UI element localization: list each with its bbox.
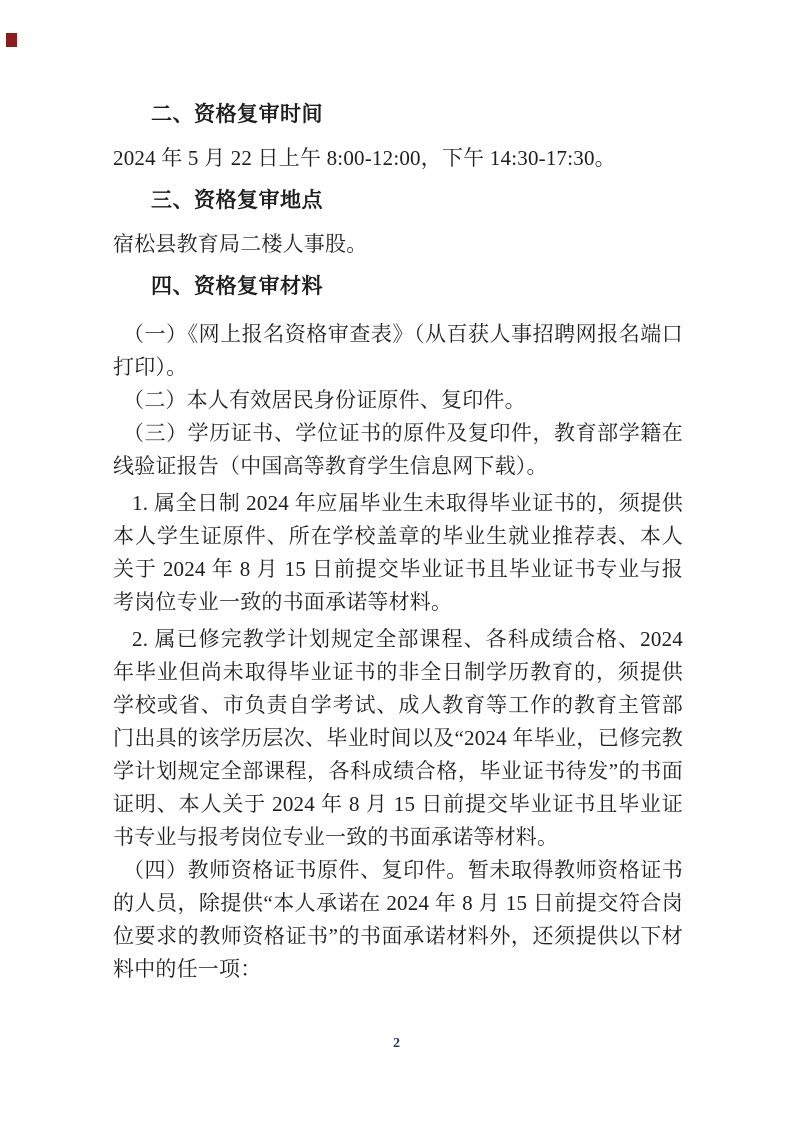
corner-mark xyxy=(6,33,17,47)
material-item-2: （二）本人有效居民身份证原件、复印件。 xyxy=(123,388,526,412)
material-item-3-sub-1: 1. 属全日制 2024 年应届毕业生未取得毕业证书的，须提供本人学生证原件、所在学校盖章的毕业生就业推荐表、本人关于 2024 年 8 月 15 日前提交毕业证书且毕业证书专业与报考岗位专业一致的书面承诺等材料。 xyxy=(113,491,683,614)
page-number: 2 xyxy=(393,1036,400,1051)
material-item-1: （一）《网上报名资格审查表》（从百获人事招聘网报名端口打印）。 xyxy=(113,322,683,379)
material-item-3-sub-2: 2. 属已修完教学计划规定全部课程、各科成绩合格、2024 年毕业但尚未取得毕业证书的非全日制学历教育的，须提供学校或省、市负责自学考试、成人教育等工作的教育主管部门出具的该学历层次、毕业时间以及“2024 年毕业，已修完教学计划规定全部课程，各科成绩合格，毕业证书待发”的书面证明、本人关于 2024 年 8 月 15 日前提交毕业证书且毕业证书专业与报考岗位专业一致的书面承诺等材料。 xyxy=(113,627,683,849)
heading-review-location: 三、资格复审地点 xyxy=(151,189,323,212)
review-time-value: 2024 年 5 月 22 日上午 8:00-12:00，下午 14:30-17:30。 xyxy=(113,146,616,170)
material-item-4: （四）教师资格证书原件、复印件。暂未取得教师资格证书的人员，除提供“本人承诺在 2024 年 8 月 15 日前提交符合岗位要求的教师资格证书”的书面承诺材料外，还须提供以下材料中的任一项： xyxy=(113,858,683,981)
material-item-3: （三）学历证书、学位证书的原件及复印件，教育部学籍在线验证报告（中国高等教育学生信息网下载）。 xyxy=(113,421,683,478)
heading-review-time: 二、资格复审时间 xyxy=(151,103,323,126)
heading-review-materials: 四、资格复审材料 xyxy=(151,275,323,298)
review-location-value: 宿松县教育局二楼人事股。 xyxy=(113,232,368,256)
